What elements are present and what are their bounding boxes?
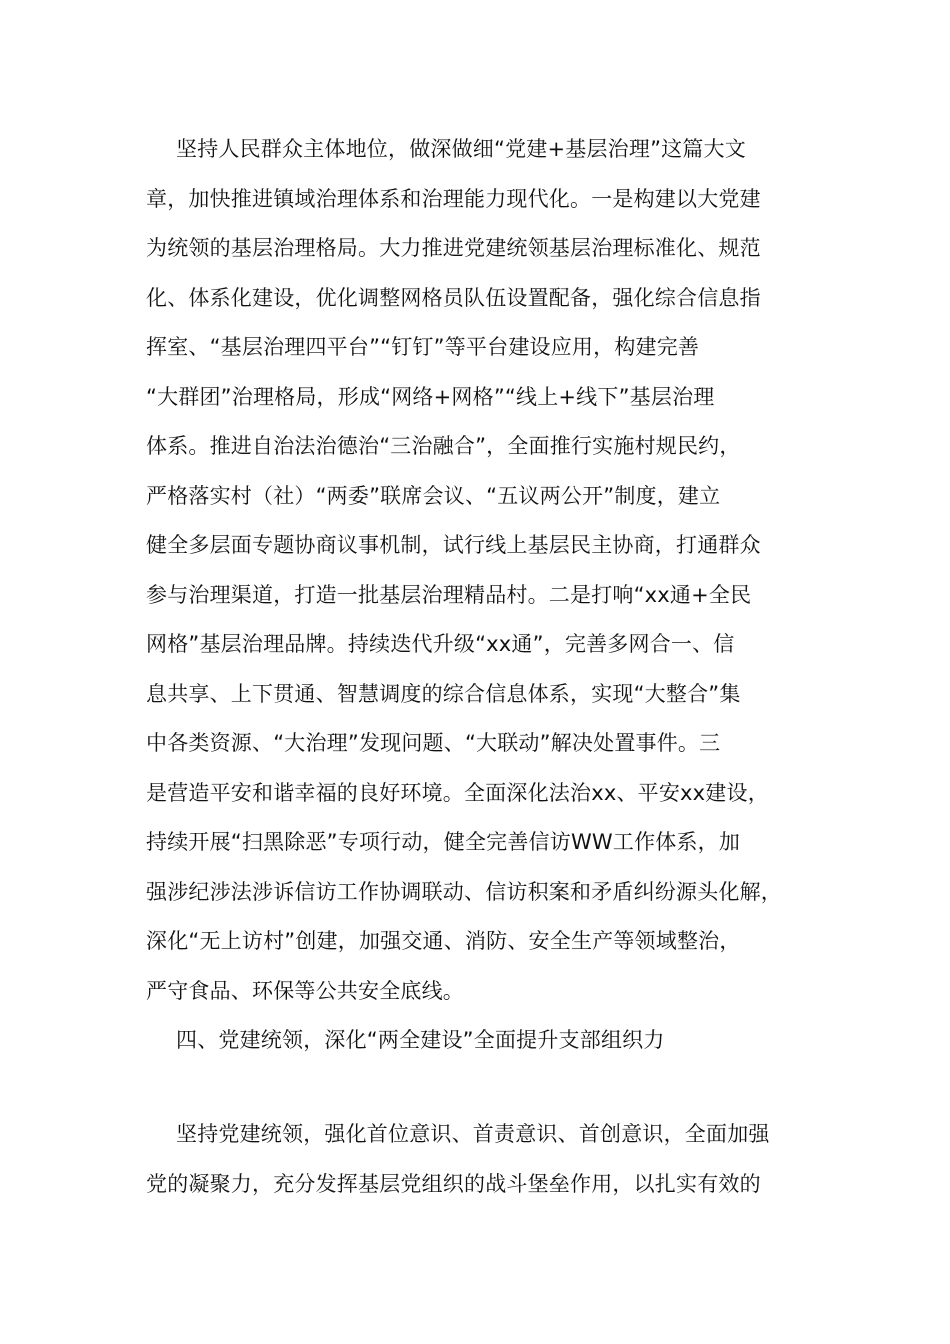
section-heading-text: 四、党建统领，深化“两全建设”全面提升支部组织力 — [176, 1028, 665, 1052]
paragraph-line: 严守食品、环保等公共安全底线。 — [146, 978, 464, 1003]
paragraph-line: 章，加快推进镇域治理体系和治理能力现代化。一是构建以大党建 — [146, 186, 761, 211]
paragraph-line: 体系。推进自治法治德治“三治融合”，全面推行实施村规民约， — [146, 434, 741, 458]
paragraph-line: 党的凝聚力，充分发挥基层党组织的战斗堡垒作用，以扎实有效的 — [146, 1171, 761, 1196]
paragraph-line: 深化“无上访村”创建，加强交通、消防、安全生产等领域整治， — [146, 929, 741, 953]
section-heading-4 — [146, 1016, 806, 1066]
paragraph-party-leadership — [146, 1110, 806, 1209]
paragraph-line: 健全多层面专题协商议事机制，试行线上基层民主协商，打通群众 — [146, 533, 761, 557]
paragraph-line: 持续开展“扫黑除恶”专项行动，健全完善信访WW工作体系，加 — [146, 830, 741, 854]
paragraph-line: “大群团”治理格局，形成“网络+网格”“线上+线下”基层治理 — [146, 384, 715, 409]
paragraph-line: 参与治理渠道，打造一批基层治理精品村。二是打响“xx通+全民 — [146, 582, 752, 607]
paragraph-grassroots-governance — [146, 125, 806, 1016]
paragraph-line: 为统领的基层治理格局。大力推进党建统领基层治理标准化、规范 — [146, 236, 761, 260]
paragraph-line: 强涉纪涉法涉诉信访工作协调联动、信访积案和矛盾纠纷源头化解， — [146, 879, 782, 904]
paragraph-line: 坚持党建统领，强化首位意识、首责意识、首创意识，全面加强 — [176, 1122, 770, 1146]
paragraph-line: 严格落实村（社）“两委”联席会议、“五议两公开”制度，建立 — [146, 483, 721, 508]
paragraph-line: 化、体系化建设，优化调整网格员队伍设置配备，强化综合信息指 — [146, 285, 761, 310]
paragraph-line: 是营造平安和谐幸福的良好环境。全面深化法治xx、平安xx建设， — [146, 780, 769, 805]
paragraph-line: 息共享、上下贯通、智慧调度的综合信息体系，实现“大整合”集 — [146, 681, 741, 706]
paragraph-line: 网格”基层治理品牌。持续迭代升级“xx通”，完善多网合一、信 — [146, 632, 735, 656]
paragraph-line: 中各类资源、“大治理”发现问题、“大联动”解决处置事件。三 — [146, 731, 721, 755]
paragraph-line: 坚持人民群众主体地位，做深做细“党建+基层治理”这篇大文 — [176, 137, 746, 161]
paragraph-line: 挥室、“基层治理四平台”“钉钉”等平台建设应用，构建完善 — [146, 335, 700, 359]
